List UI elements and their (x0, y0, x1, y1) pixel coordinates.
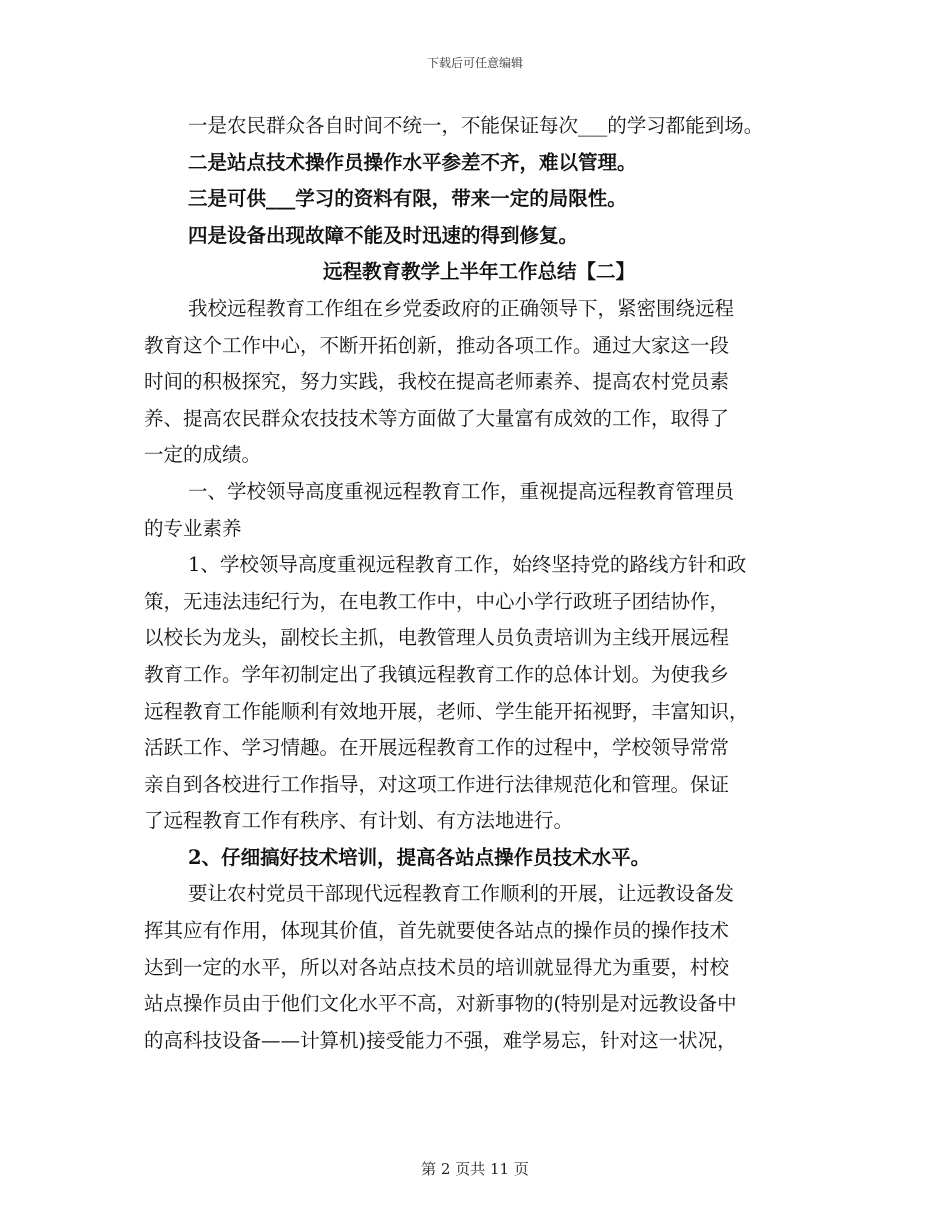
paragraph-line: 一、学校领导高度重视远程教育工作，重视提高远程教育管理员 (188, 479, 735, 503)
page-footer: 第 2 页共 11 页 (421, 1160, 529, 1178)
paragraph-line: 达到一定的水平，所以对各站点技术员的培训就显得尤为重要，村校 (144, 955, 730, 979)
paragraph-line: 站点操作员由于他们文化水平不高，对新事物的(特别是对远教设备中 (144, 992, 737, 1016)
paragraph-line: 亲自到各校进行工作指导，对这项工作进行法律规范化和管理。保证 (144, 772, 730, 796)
paragraph-line: 1、学校领导高度重视远程教育工作，始终坚持党的路线方针和政 (188, 553, 747, 577)
paragraph-line: 养、提高农民群众农技技术等方面做了大量富有成效的工作，取得了 (144, 406, 730, 430)
page-header: 下载后可任意编辑 (426, 56, 523, 70)
section-title: 远程教育教学上半年工作总结【二】 (322, 260, 635, 284)
paragraph-line: 要让农村党员干部现代远程教育工作顺利的开展，让远教设备发 (188, 882, 735, 906)
paragraph-line: 远程教育工作能顺利有效地开展，老师、学生能开拓视野，丰富知识， (144, 699, 749, 723)
paragraph-line: 的专业素养 (144, 516, 242, 540)
paragraph-line: 一定的成绩。 (144, 443, 262, 467)
document-body (144, 108, 814, 1059)
paragraph-line: 我校远程教育工作组在乡党委政府的正确领导下，紧密围绕远程 (188, 296, 735, 320)
paragraph-line: 三是可供___学习的资料有限，带来一定的局限性。 (188, 187, 627, 211)
paragraph-line: 挥其应有作用，体现其价值，首先就要使各站点的操作员的操作技术 (144, 919, 730, 943)
paragraph-line: 了远程教育工作有秩序、有计划、有方法地进行。 (144, 809, 574, 833)
paragraph-line: 二是站点技术操作员操作水平参差不齐，难以管理。 (188, 150, 637, 174)
paragraph-line: 一是农民群众各自时间不统一，不能保证每次___的学习都能到场。 (188, 114, 764, 137)
paragraph-line: 四是设备出现故障不能及时迅速的得到修复。 (188, 223, 579, 247)
paragraph-line: 活跃工作、学习情趣。在开展远程教育工作的过程中，学校领导常常 (144, 736, 730, 760)
paragraph-line: 教育工作。学年初制定出了我镇远程教育工作的总体计划。为使我乡 (144, 662, 730, 686)
paragraph-line: 以校长为龙头，副校长主抓，电教管理人员负责培训为主线开展远程 (144, 626, 730, 650)
paragraph-line: 的高科技设备——计算机)接受能力不强，难学易忘，针对这一状况， (144, 1028, 737, 1052)
paragraph-line: 教育这个工作中心，不断开拓创新，推动各项工作。通过大家这一段 (144, 333, 730, 357)
subheading-line: 2、仔细搞好技术培训，提高各站点操作员技术水平。 (188, 845, 651, 869)
paragraph-line: 时间的积极探究，努力实践，我校在提高老师素养、提高农村党员素 (144, 370, 730, 394)
paragraph-line: 策，无违法违纪行为，在电教工作中，中心小学行政班子团结协作， (144, 589, 730, 613)
